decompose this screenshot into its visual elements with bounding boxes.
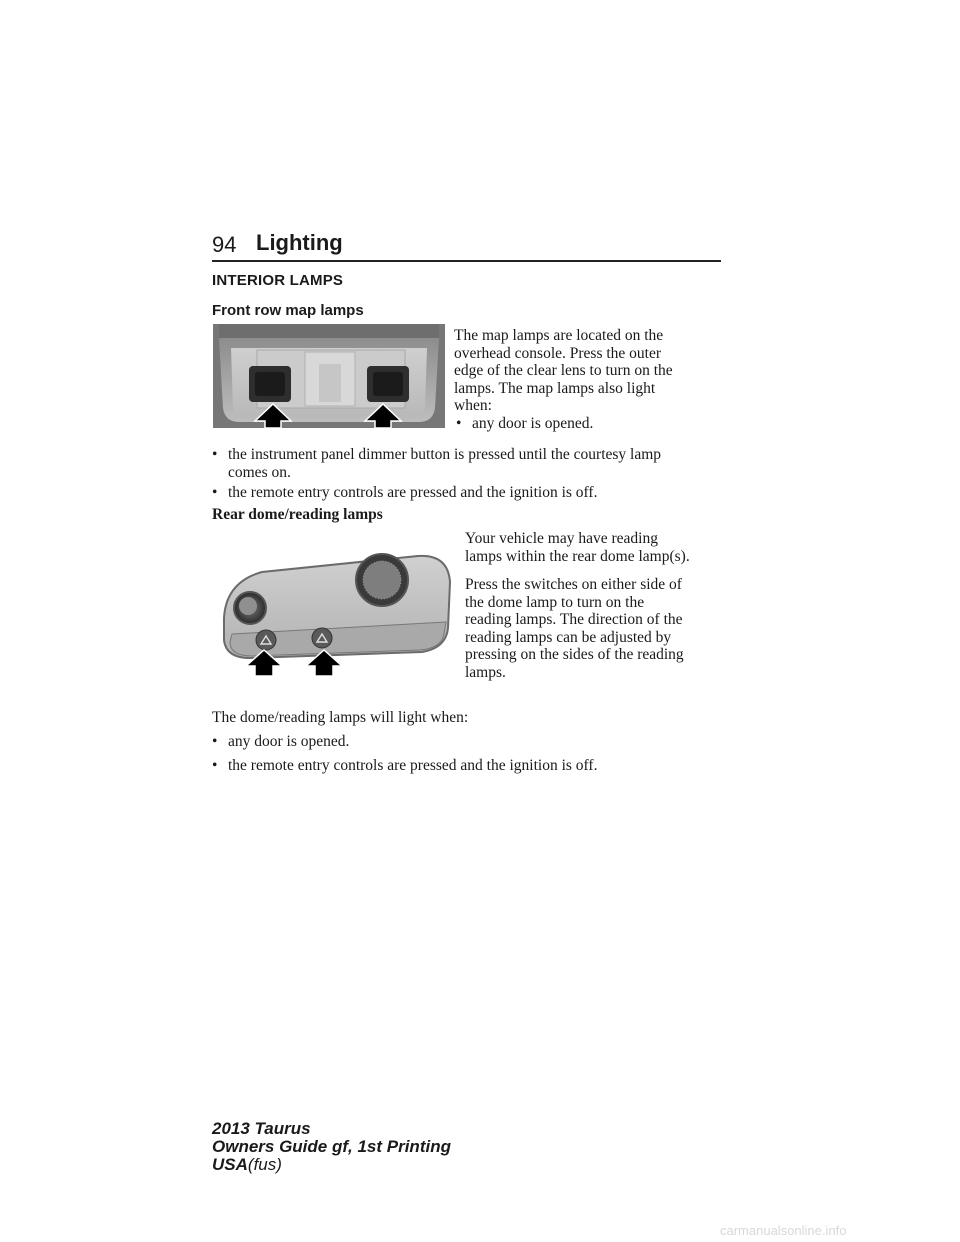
text-line: lamps. The map lamps also light	[454, 379, 656, 397]
list-item: • the remote entry controls are pressed and the ignition is off.	[212, 484, 598, 501]
bullet-icon: •	[212, 446, 218, 463]
list-item: • the instrument panel dimmer button is pressed until the courtesy lamp comes on.	[212, 446, 662, 481]
dome-light-when-intro: The dome/reading lamps will light when:	[212, 709, 469, 726]
footer-region: USA(fus)	[212, 1155, 282, 1174]
bullet-icon: •	[212, 757, 218, 774]
footer	[212, 1120, 451, 1174]
front-map-lamps-heading: Front row map lamps	[212, 302, 364, 319]
text-line: pressing on the sides of the reading	[465, 646, 684, 663]
rear-dome-lamps-heading: Rear dome/reading lamps	[212, 506, 383, 523]
left-reading-switch-icon	[256, 630, 276, 650]
front-map-lamps-illustration	[213, 324, 445, 428]
rear-dome-para-2	[465, 576, 684, 681]
page-number: 94	[212, 232, 237, 257]
text-line: Your vehicle may have reading	[465, 530, 658, 547]
text-line: reading lamps can be adjusted by	[465, 628, 672, 646]
bullet-icon: •	[456, 415, 462, 432]
bullet-icon: •	[212, 484, 218, 501]
text-line: reading lamps. The direction of the	[465, 611, 683, 628]
chapter-title: Lighting	[256, 230, 343, 255]
text-line: The map lamps are located on the	[454, 327, 664, 344]
right-map-lamp-icon	[367, 366, 409, 402]
list-item: • the remote entry controls are pressed and the ignition is off.	[212, 757, 598, 774]
text-line: the dome lamp to turn on the	[465, 593, 645, 611]
rear-dome-lamps-illustration	[222, 548, 454, 678]
rear-dome-para-1	[465, 530, 690, 565]
footer-guide: Owners Guide gf, 1st Printing	[212, 1137, 451, 1156]
text-line: Press the switches on either side of	[465, 576, 682, 593]
list-item: • any door is opened.	[456, 415, 594, 432]
text-line: lamps.	[465, 663, 506, 681]
section-title: INTERIOR LAMPS	[212, 272, 344, 289]
footer-model: 2013 Taurus	[212, 1119, 311, 1138]
text-line: lamps within the rear dome lamp(s).	[465, 547, 690, 565]
front-map-lamps-description	[454, 327, 673, 415]
bullet-icon: •	[212, 733, 218, 750]
header-rule	[212, 260, 721, 262]
list-item: • any door is opened.	[212, 733, 350, 750]
text-line: edge of the clear lens to turn on the	[454, 362, 673, 379]
text-line: when:	[454, 397, 492, 414]
right-reading-switch-icon	[312, 628, 332, 648]
text-line: overhead console. Press the outer	[454, 344, 662, 362]
left-map-lamp-icon	[249, 366, 291, 402]
watermark: carmanualsonline.info	[720, 1223, 847, 1238]
